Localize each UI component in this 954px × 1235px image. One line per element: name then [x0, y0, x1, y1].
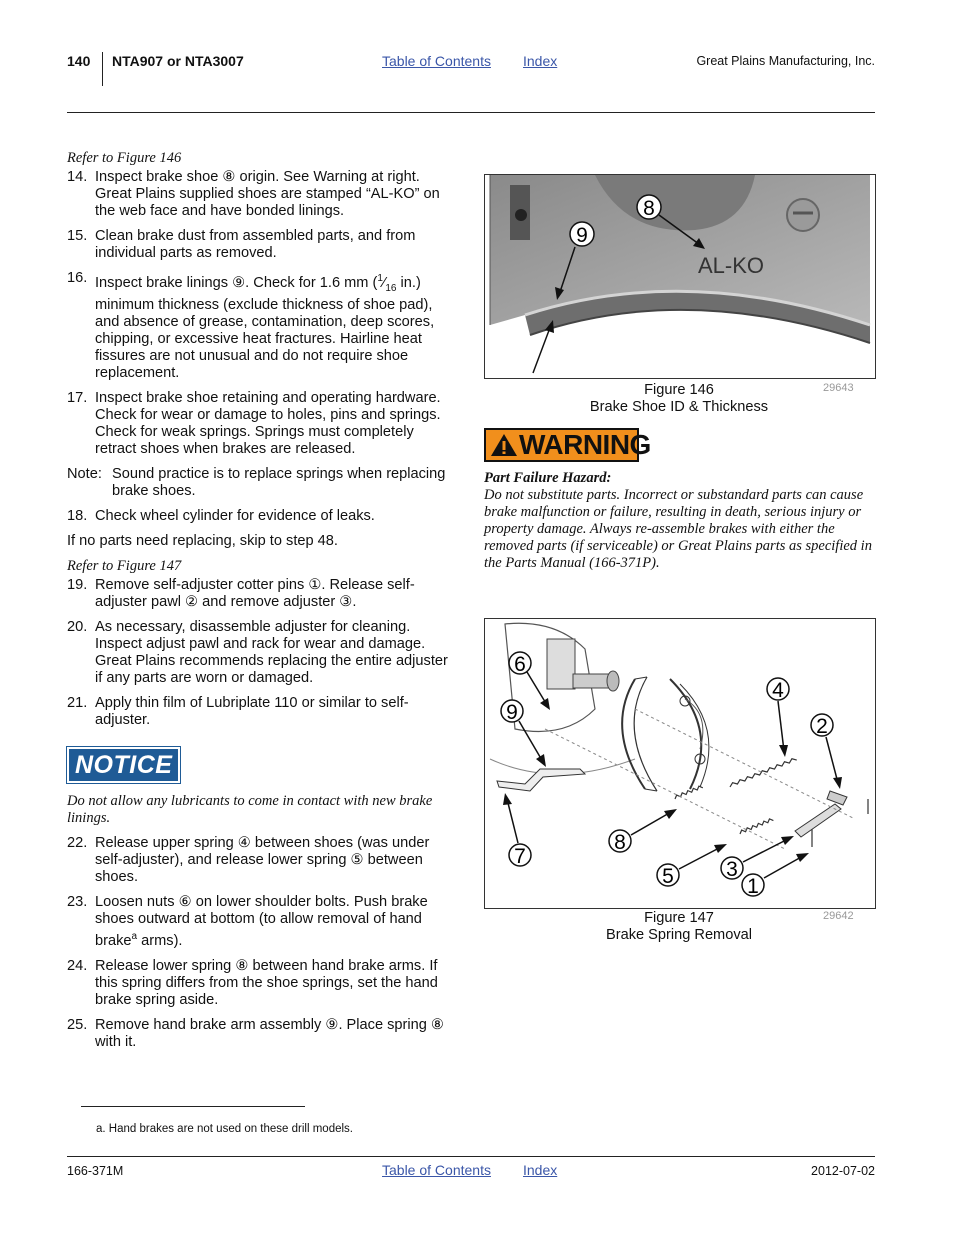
- footnote-rule: [81, 1106, 305, 1107]
- step-16: [67, 270, 457, 382]
- footer-rule: [67, 1156, 875, 1157]
- page-number: 140: [67, 53, 91, 69]
- step-15: [67, 228, 457, 262]
- step-number: 23.: [67, 893, 88, 910]
- step-number: 15.: [67, 228, 88, 244]
- step-text: Release upper spring ④ between shoes (was under self-adjuster), and release lower spring ⑤ between shoes.: [95, 834, 430, 885]
- step-14: [67, 169, 457, 220]
- notice-label: NOTICE: [75, 750, 173, 779]
- warning-title: Part Failure Hazard:: [484, 470, 612, 486]
- figure-147-id: 29642: [823, 910, 854, 922]
- notice-badge: [67, 747, 180, 783]
- brake-spring-illustration: [485, 619, 875, 908]
- step-number: 20.: [67, 618, 88, 635]
- brake-shoe-illustration: [485, 175, 875, 378]
- fraction-denominator: 16: [385, 282, 397, 294]
- company-name: Great Plains Manufacturing, Inc.: [696, 54, 875, 68]
- fraction-slash: ⁄: [382, 274, 386, 291]
- doc-number: 166-371M: [67, 1164, 124, 1178]
- callout-5: 5: [662, 865, 674, 888]
- footnote-marker[interactable]: a: [131, 930, 138, 942]
- step-number: 17.: [67, 389, 88, 406]
- step-number: 19.: [67, 576, 88, 593]
- callout-6: 6: [514, 653, 526, 676]
- figure-146-title: Brake Shoe ID & Thickness: [589, 399, 769, 415]
- step-text-part: Loosen nuts ⑥ on lower shoulder bolts. Push brake shoes outward at bottom (to allow removal of hand brake: [95, 893, 428, 949]
- step-22: [67, 835, 457, 886]
- step-20: [67, 619, 457, 687]
- step-number: 18.: [67, 507, 88, 524]
- notice-text: Do not allow any lubricants to come in contact with new brake linings.: [67, 792, 433, 826]
- step-text: Remove self-adjuster cotter pins ①. Release self-adjuster pawl ② and remove adjuster ③.: [95, 576, 415, 610]
- toc-link[interactable]: Table of Contents: [382, 53, 491, 69]
- step-number: 21.: [67, 694, 88, 711]
- step-text: Remove hand brake arm assembly ⑨. Place spring ⑧ with it.: [95, 1016, 444, 1050]
- step-text: Check wheel cylinder for evidence of leaks.: [95, 507, 375, 524]
- header-rule: [67, 112, 875, 113]
- step-text-part: in.) minimum thickness (exclude thickness of shoe pad), and absence of grease, contamination, deep scores, chipping, or excessive heat fractures. Hairline heat fissures are not unusual and do not require shoe replacement.: [95, 274, 435, 381]
- doc-date: 2012-07-02: [811, 1164, 875, 1178]
- refer-figure-146: Refer to Figure 146: [67, 150, 182, 166]
- step-text: Release lower spring ⑧ between hand brake arms. If this spring differs from the shoe springs, set the hand brake spring aside.: [95, 957, 438, 1008]
- callout-9: 9: [576, 224, 588, 247]
- figure-147-caption: [484, 910, 874, 944]
- model-title: NTA907 or NTA3007: [112, 53, 244, 69]
- step-number: 25.: [67, 1016, 88, 1033]
- footnote-text: a. Hand brakes are not used on these drill models.: [96, 1123, 353, 1135]
- footer-index-link[interactable]: Index: [523, 1162, 558, 1178]
- step-number: 16.: [67, 270, 88, 286]
- step-21: [67, 695, 457, 729]
- warning-text: Do not substitute parts. Incorrect or substandard parts can cause brake malfunction or failure, resulting in death, serious injury or property damage. Always re-assemble brakes with either the removed parts (if serviceable) or Great Plains parts as specified in the Parts Manual (166-371P).: [484, 487, 872, 571]
- step-19: [67, 577, 457, 611]
- header-divider: [102, 52, 103, 86]
- callout-1: 1: [747, 875, 759, 898]
- step-text-part: arms).: [137, 932, 183, 949]
- figure-147-number: Figure 147: [644, 910, 714, 926]
- callout-4: 4: [772, 679, 784, 702]
- step-18: [67, 508, 457, 525]
- callout-8: 8: [614, 831, 626, 854]
- step-23: [67, 894, 457, 950]
- figure-147-title: Brake Spring Removal: [605, 927, 752, 943]
- al-ko-stamp: AL-KO: [698, 253, 765, 278]
- step-24: [67, 958, 457, 1009]
- step-number: 24.: [67, 957, 88, 974]
- callout-7: 7: [514, 845, 526, 868]
- step-text: Inspect brake shoe retaining and operating hardware. Check for wear or damage to holes, pins and springs. Check for weak springs. Springs must completely retract shoes when brakes are released.: [95, 389, 441, 457]
- step-text: As necessary, disassemble adjuster for cleaning. Inspect adjust pawl and rack for wear and damage. Great Plains recommends replacing the entire adjuster if any parts are worn or damaged.: [95, 618, 448, 686]
- index-link[interactable]: Index: [523, 53, 558, 69]
- step-text-part: Inspect brake linings ⑨. Check for 1.6 mm (: [95, 274, 378, 291]
- warning-label: WARNING: [519, 429, 651, 460]
- skip-instruction: If no parts need replacing, skip to step 48.: [67, 532, 338, 549]
- note-text: Sound practice is to replace springs when replacing brake shoes.: [112, 465, 446, 499]
- figure-146-id: 29643: [823, 382, 854, 394]
- fraction-numerator: 1: [377, 273, 383, 284]
- note: [67, 466, 457, 500]
- note-label: Note:: [67, 465, 102, 482]
- step-number: 22.: [67, 834, 88, 851]
- warning-badge: [484, 428, 651, 462]
- callout-2: 2: [816, 715, 828, 738]
- step-text: Apply thin film of Lubriplate 110 or similar to self-adjuster.: [95, 694, 409, 728]
- step-25: [67, 1017, 457, 1051]
- callout-3: 3: [726, 858, 738, 881]
- refer-figure-147: Refer to Figure 147: [67, 557, 182, 574]
- step-number: 14.: [67, 169, 88, 185]
- figure-146-caption: [484, 382, 874, 416]
- figure-146-image: [484, 174, 876, 379]
- warning-content: [484, 470, 876, 572]
- left-column: [67, 150, 457, 1059]
- step-17: [67, 390, 457, 458]
- callout-8: 8: [643, 197, 655, 220]
- step-text: Inspect brake shoe ⑧ origin. See Warning at right. Great Plains supplied shoes are stamped “AL-KO” on the web face and have bonded linings.: [95, 169, 440, 219]
- warning-triangle-icon: [490, 433, 518, 457]
- step-text: [95, 270, 457, 382]
- footer-toc-link[interactable]: Table of Contents: [382, 1162, 491, 1178]
- step-text: Clean brake dust from assembled parts, and from individual parts as removed.: [95, 228, 416, 261]
- figure-147-image: [484, 618, 876, 909]
- step-text: [95, 894, 457, 950]
- figure-146-number: Figure 146: [644, 382, 714, 398]
- callout-9: 9: [506, 701, 518, 724]
